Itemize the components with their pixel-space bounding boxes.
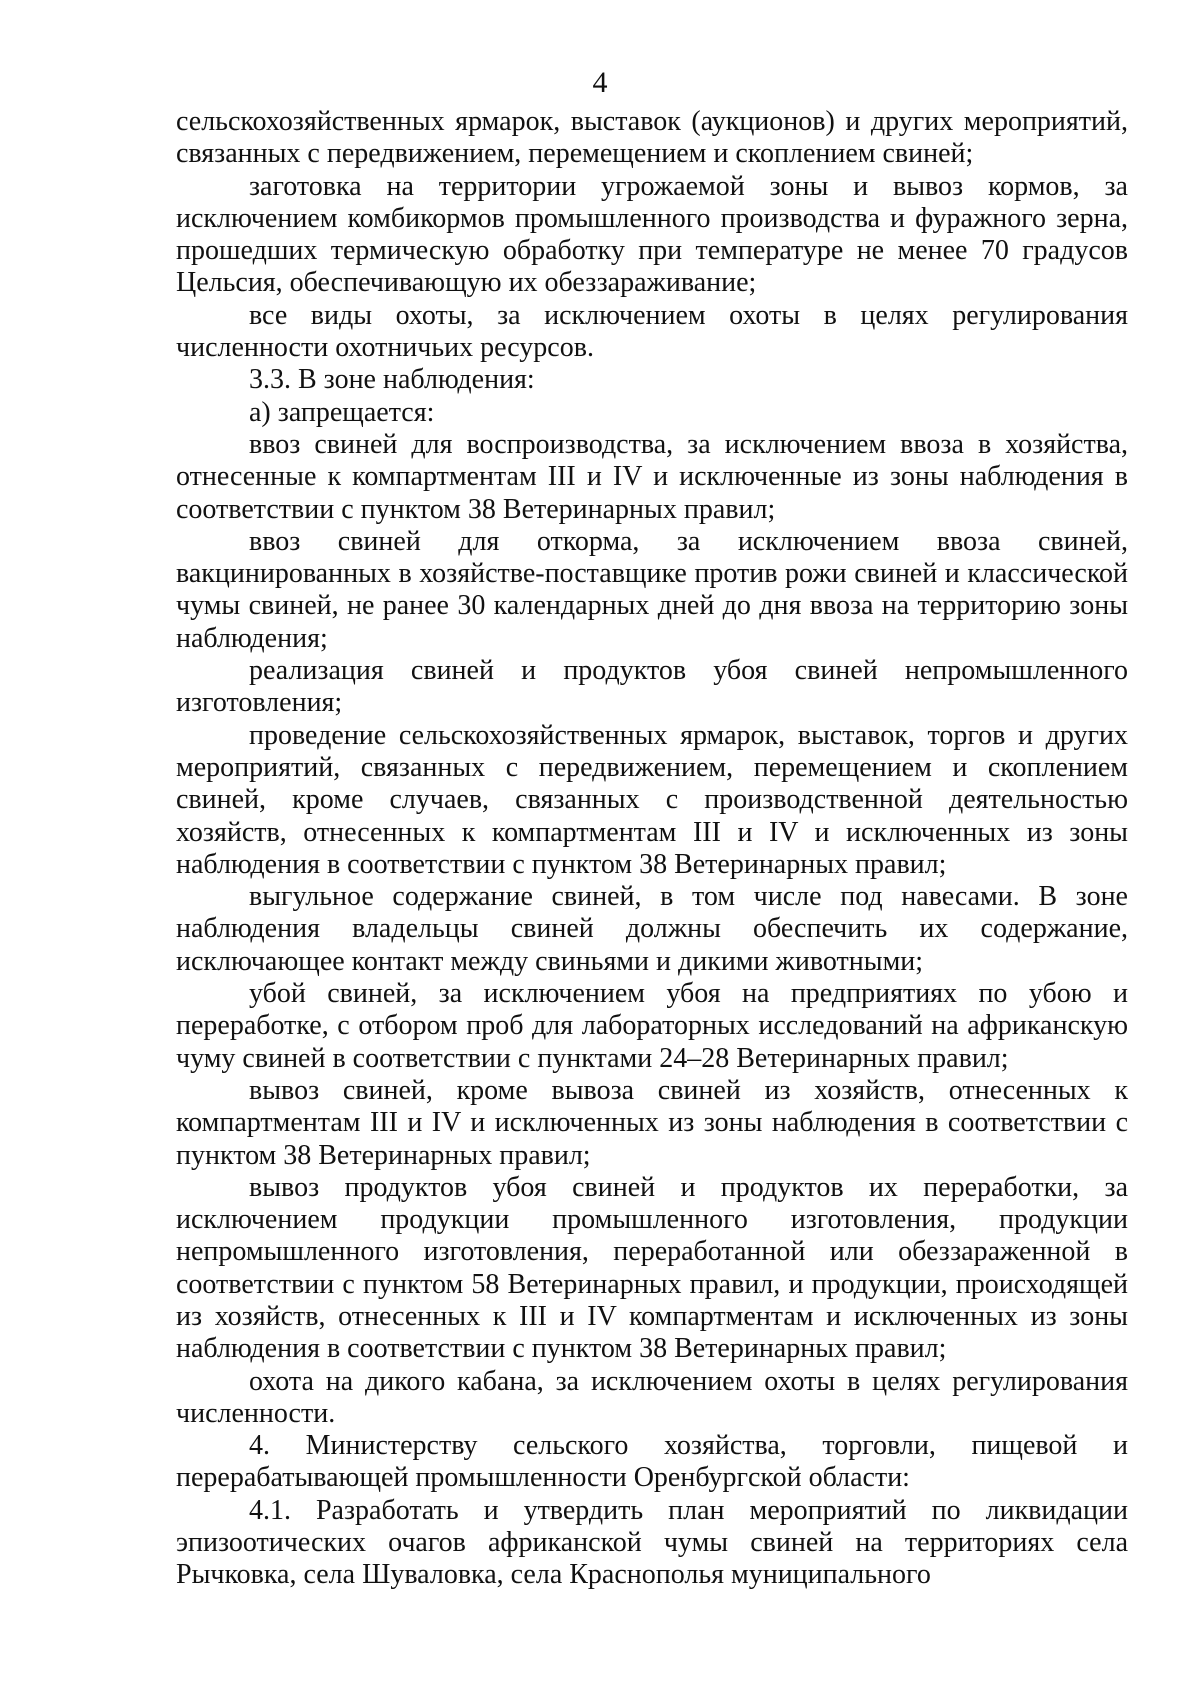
paragraph-boar-hunting: охота на дикого кабана, за исключением охоты в целях регулирования численности. [176, 1365, 1128, 1429]
paragraph-fairs-continuation: сельскохозяйственных ярмарок, выставок (аукционов) и других мероприятий, связанных с передвижением, перемещением и скоплением свиней; [176, 106, 1128, 170]
subheading-prohibited: а) запрещается: [249, 396, 435, 428]
paragraph-plan: 4.1. Разработать и утвердить план мероприятий по ликвидации эпизоотических очагов африканской чумы свиней на территориях села Рычковка, села Шуваловка, села Краснополья муниципального [176, 1494, 1128, 1591]
paragraph-export-pigs: вывоз свиней, кроме вывоза свиней из хозяйств, отнесенных к компартментам III и IV и исключенных из зоны наблюдения в соответствии с пунктом 38 Ветеринарных правил; [176, 1074, 1128, 1171]
paragraph-export-products: вывоз продуктов убоя свиней и продуктов их переработки, за исключением продукции промышленного изготовления, продукции непромышленного изготовления, переработанной или обеззараженной в соответствии с пунктом 58 Ветеринарных правил, и продукции, происходящей из хозяйств, отнесенных к III и IV компартментам и исключенных из зоны наблюдения в соответствии с пунктом 38 Ветеринарных правил; [176, 1171, 1128, 1365]
paragraph-feed-procurement: заготовка на территории угрожаемой зоны и вывоз кормов, за исключением комбикормов промышленного производства и фуражного зерна, прошедших термическую обработку при температуре не менее 70 градусов Цельсия, обеспечивающую их обеззараживание; [176, 170, 1128, 299]
paragraph-import-fattening: ввоз свиней для откорма, за исключением ввоза свиней, вакцинированных в хозяйстве-поставщике против рожи свиней и классической чумы свиней, не ранее 30 календарных дней до дня ввоза на территорию зоны наблюдения; [176, 525, 1128, 654]
paragraph-free-range: выгульное содержание свиней, в том числе под навесами. В зоне наблюдения владельцы свиней должны обеспечить их содержание, исключающее контакт между свиньями и дикими животными; [176, 881, 1128, 977]
paragraph-slaughter: убой свиней, за исключением убоя на предприятиях по убою и переработке, с отбором проб для лабораторных исследований на африканскую чуму свиней в соответствии с пунктами 24–28 Ветеринарных правил; [176, 978, 1128, 1074]
paragraph-ministry: 4. Министерству сельского хозяйства, торговли, пищевой и перерабатывающей промышленности Оренбургской области: [176, 1430, 1128, 1494]
paragraph-import-breeding: ввоз свиней для воспроизводства, за исключением ввоза в хозяйства, отнесенные к компартментам III и IV и исключенные из зоны наблюдения в соответствии с пунктом 38 Ветеринарных правил; [176, 428, 1128, 525]
page-number: 4 [592, 66, 608, 99]
paragraph-fairs-events: проведение сельскохозяйственных ярмарок, выставок, торгов и других мероприятий, связанных с передвижением, перемещением и скоплением свиней, кроме случаев, связанных с производственной деятельностью хозяйств, отнесенных к компартментам III и IV и исключенных из зоны наблюдения в соответствии с пунктом 38 Ветеринарных правил; [176, 719, 1128, 880]
paragraph-hunting: все виды охоты, за исключением охоты в целях регулирования численности охотничьих ресурсов. [176, 299, 1128, 364]
paragraph-sale-products: реализация свиней и продуктов убоя свиней непромышленного изготовления; [176, 655, 1128, 719]
document-body [176, 106, 1128, 1592]
heading-observation-zone: 3.3. В зоне наблюдения: [249, 364, 535, 396]
